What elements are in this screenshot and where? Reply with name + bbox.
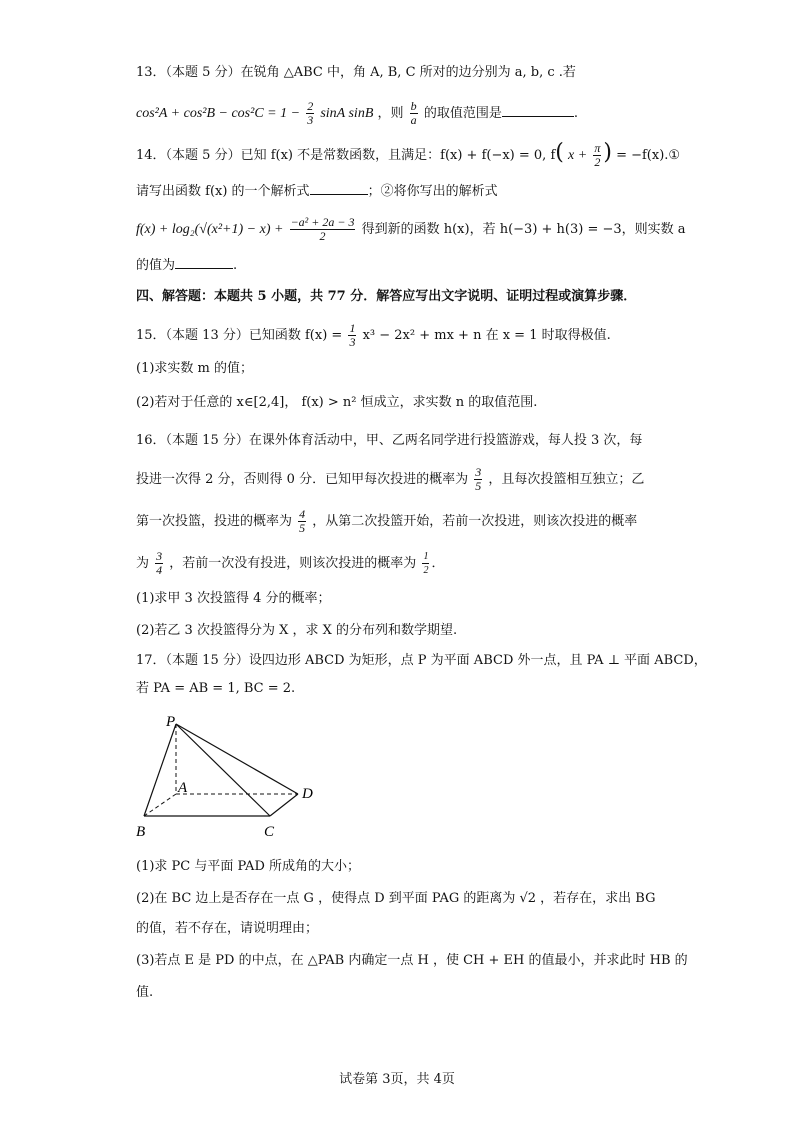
edge-AB-hidden <box>144 794 176 816</box>
q14-line1: 14．（本题 5 分）已知 f(x) 不是常数函数，且满足：f(x) + f(−x) = 0, f( x + $\frac{\pi}{2}$ ) = −f(x).① <box>136 140 681 169</box>
q13-answer-blank <box>502 102 574 117</box>
q14-line2-text: 请写出函数 f(x) 的一个解析式 <box>136 184 310 199</box>
page-footer: 试卷第 3页，共 4页 <box>339 1072 455 1087</box>
q13-fraction: $\frac{2}{3}$ <box>307 99 314 127</box>
q13-mid-text: ，则 <box>377 106 404 121</box>
q13-ratio: $\frac{b}{a}$ <box>410 99 417 127</box>
label-B: B <box>136 824 146 840</box>
q14-blank-1 <box>310 180 368 195</box>
q17-part2-b: 的值，若不存在，请说明理由； <box>136 921 319 936</box>
q14-line1-b: = −f(x).① <box>616 148 681 163</box>
q16-line4-b: ，若前一次没有投进，则该次投进的概率为 <box>169 556 417 571</box>
q16-fraction-1-2: $\frac{1}{2}$ <box>423 551 429 576</box>
q17-part1: (1)求 PC 与平面 PAD 所成角的大小； <box>136 859 361 874</box>
q16-line1: 16．（本题 15 分）在课外体育活动中，甲、乙两名同学进行投篮游戏，每人投 3 次，每 <box>136 433 643 448</box>
q16-line4-c: ． <box>431 556 445 571</box>
q14-line4: 的值为 . <box>136 254 237 277</box>
label-D: D <box>302 786 313 802</box>
label-A: A <box>178 780 188 796</box>
q14-pi-fraction: $\frac{\pi}{2}$ <box>594 141 601 169</box>
q16-line4-a: 为 <box>136 556 150 571</box>
label-P: P <box>166 714 176 730</box>
q14-line3 <box>136 216 686 243</box>
q14-line3-b: 得到新的函数 h(x)，若 h(−3) + h(3) = −3，则实数 a <box>361 222 686 237</box>
q17-part3-b: 值. <box>136 985 154 1000</box>
q16-line3-a: 第一次投篮，投进的概率为 <box>136 514 293 529</box>
q16-part2: (2)若乙 3 次投篮得分为 X ，求 X 的分布列和数学期望. <box>136 623 458 638</box>
q16-line2-b: ，且每次投篮相互独立；乙 <box>488 472 645 487</box>
q17-line1: 17．（本题 15 分）设四边形 ABCD 为矩形，点 P 为平面 ABCD 外一点，且 PA ⊥ 平面 ABCD， <box>136 653 707 668</box>
q13-equation-left: cos²A + cos²B − cos²C = 1 − <box>136 106 301 121</box>
q14-line4-text: 的值为 <box>136 258 176 273</box>
q13-equation-right: sinA sinB <box>320 106 374 121</box>
section-four-heading: 四、解答题：本题共 5 小题，共 77 分．解答应写出文字说明、证明过程或演算步骤． <box>136 289 637 304</box>
q15-part1: (1)求实数 m 的值； <box>136 361 254 376</box>
q17-part3-a: (3)若点 E 是 PD 的中点，在 △PAB 内确定一点 H ，使 CH + EH 的值最小，并求此时 HB 的 <box>136 953 688 968</box>
q16-line2-a: 投进一次得 2 分，否则得 0 分．已知甲每次投进的概率为 <box>136 472 469 487</box>
q17-part2-a: (2)在 BC 边上是否存在一点 G ，使得点 D 到平面 PAG 的距离为 √2 ，若存在，求出 BG <box>136 891 656 906</box>
q14-blank-2 <box>175 254 233 269</box>
q16-fraction-3-4: $\frac{3}{4}$ <box>156 549 163 577</box>
q15-line1-a: 15．（本题 13 分）已知函数 f(x) = <box>136 328 343 343</box>
q15-line1 <box>136 322 611 349</box>
q16-line4 <box>136 550 444 577</box>
q15-fraction: $\frac{1}{3}$ <box>349 321 356 349</box>
q16-line3-b: ，从第二次投篮开始，若前一次投进，则该次投进的概率 <box>312 514 638 529</box>
q14-line1-a: 14．（本题 5 分）已知 f(x) 不是常数函数，且满足：f(x) + f(−x) = 0, f <box>136 148 556 163</box>
q13-tail: 的取值范围是 <box>423 106 502 121</box>
q15-line1-b: x³ − 2x² + mx + n 在 x = 1 时取得极值. <box>362 328 611 343</box>
label-C: C <box>264 824 275 840</box>
pyramid-figure <box>130 712 330 842</box>
q16-fraction-4-5: $\frac{4}{5}$ <box>299 507 306 535</box>
q16-fraction-3-5: $\frac{3}{5}$ <box>475 465 482 493</box>
edge-CD <box>270 794 298 816</box>
q16-line2 <box>136 466 644 493</box>
q14-line2 <box>136 180 498 203</box>
q13-line2: cos²A + cos²B − cos²C = 1 − $\frac{2}{3}$ sinA sinB ，则 $\frac{b}{a}$ 的取值范围是 . <box>136 99 578 127</box>
q16-part1: (1)求甲 3 次投篮得 4 分的概率； <box>136 591 331 606</box>
q17-line2: 若 PA = AB = 1, BC = 2. <box>136 681 296 696</box>
q13-line1: 13．（本题 5 分）在锐角 △ABC 中，角 A, B, C 所对的边分别为 a, b, c .若 <box>136 65 576 80</box>
q14-line3-fraction: $\frac{\text{−a² + 2a − 3}}{2}$ <box>290 215 355 243</box>
q15-part2: (2)若对于任意的 x∈[2,4]， f(x) > n² 恒成立，求实数 n 的取值范围. <box>136 395 538 410</box>
q14-line2-b: ；②将你写出的解析式 <box>367 184 498 199</box>
q16-line3 <box>136 508 637 535</box>
q14-line3-a: f(x) + log₂(√(x²+1) − x) + <box>136 222 284 237</box>
edge-PB <box>144 724 176 816</box>
